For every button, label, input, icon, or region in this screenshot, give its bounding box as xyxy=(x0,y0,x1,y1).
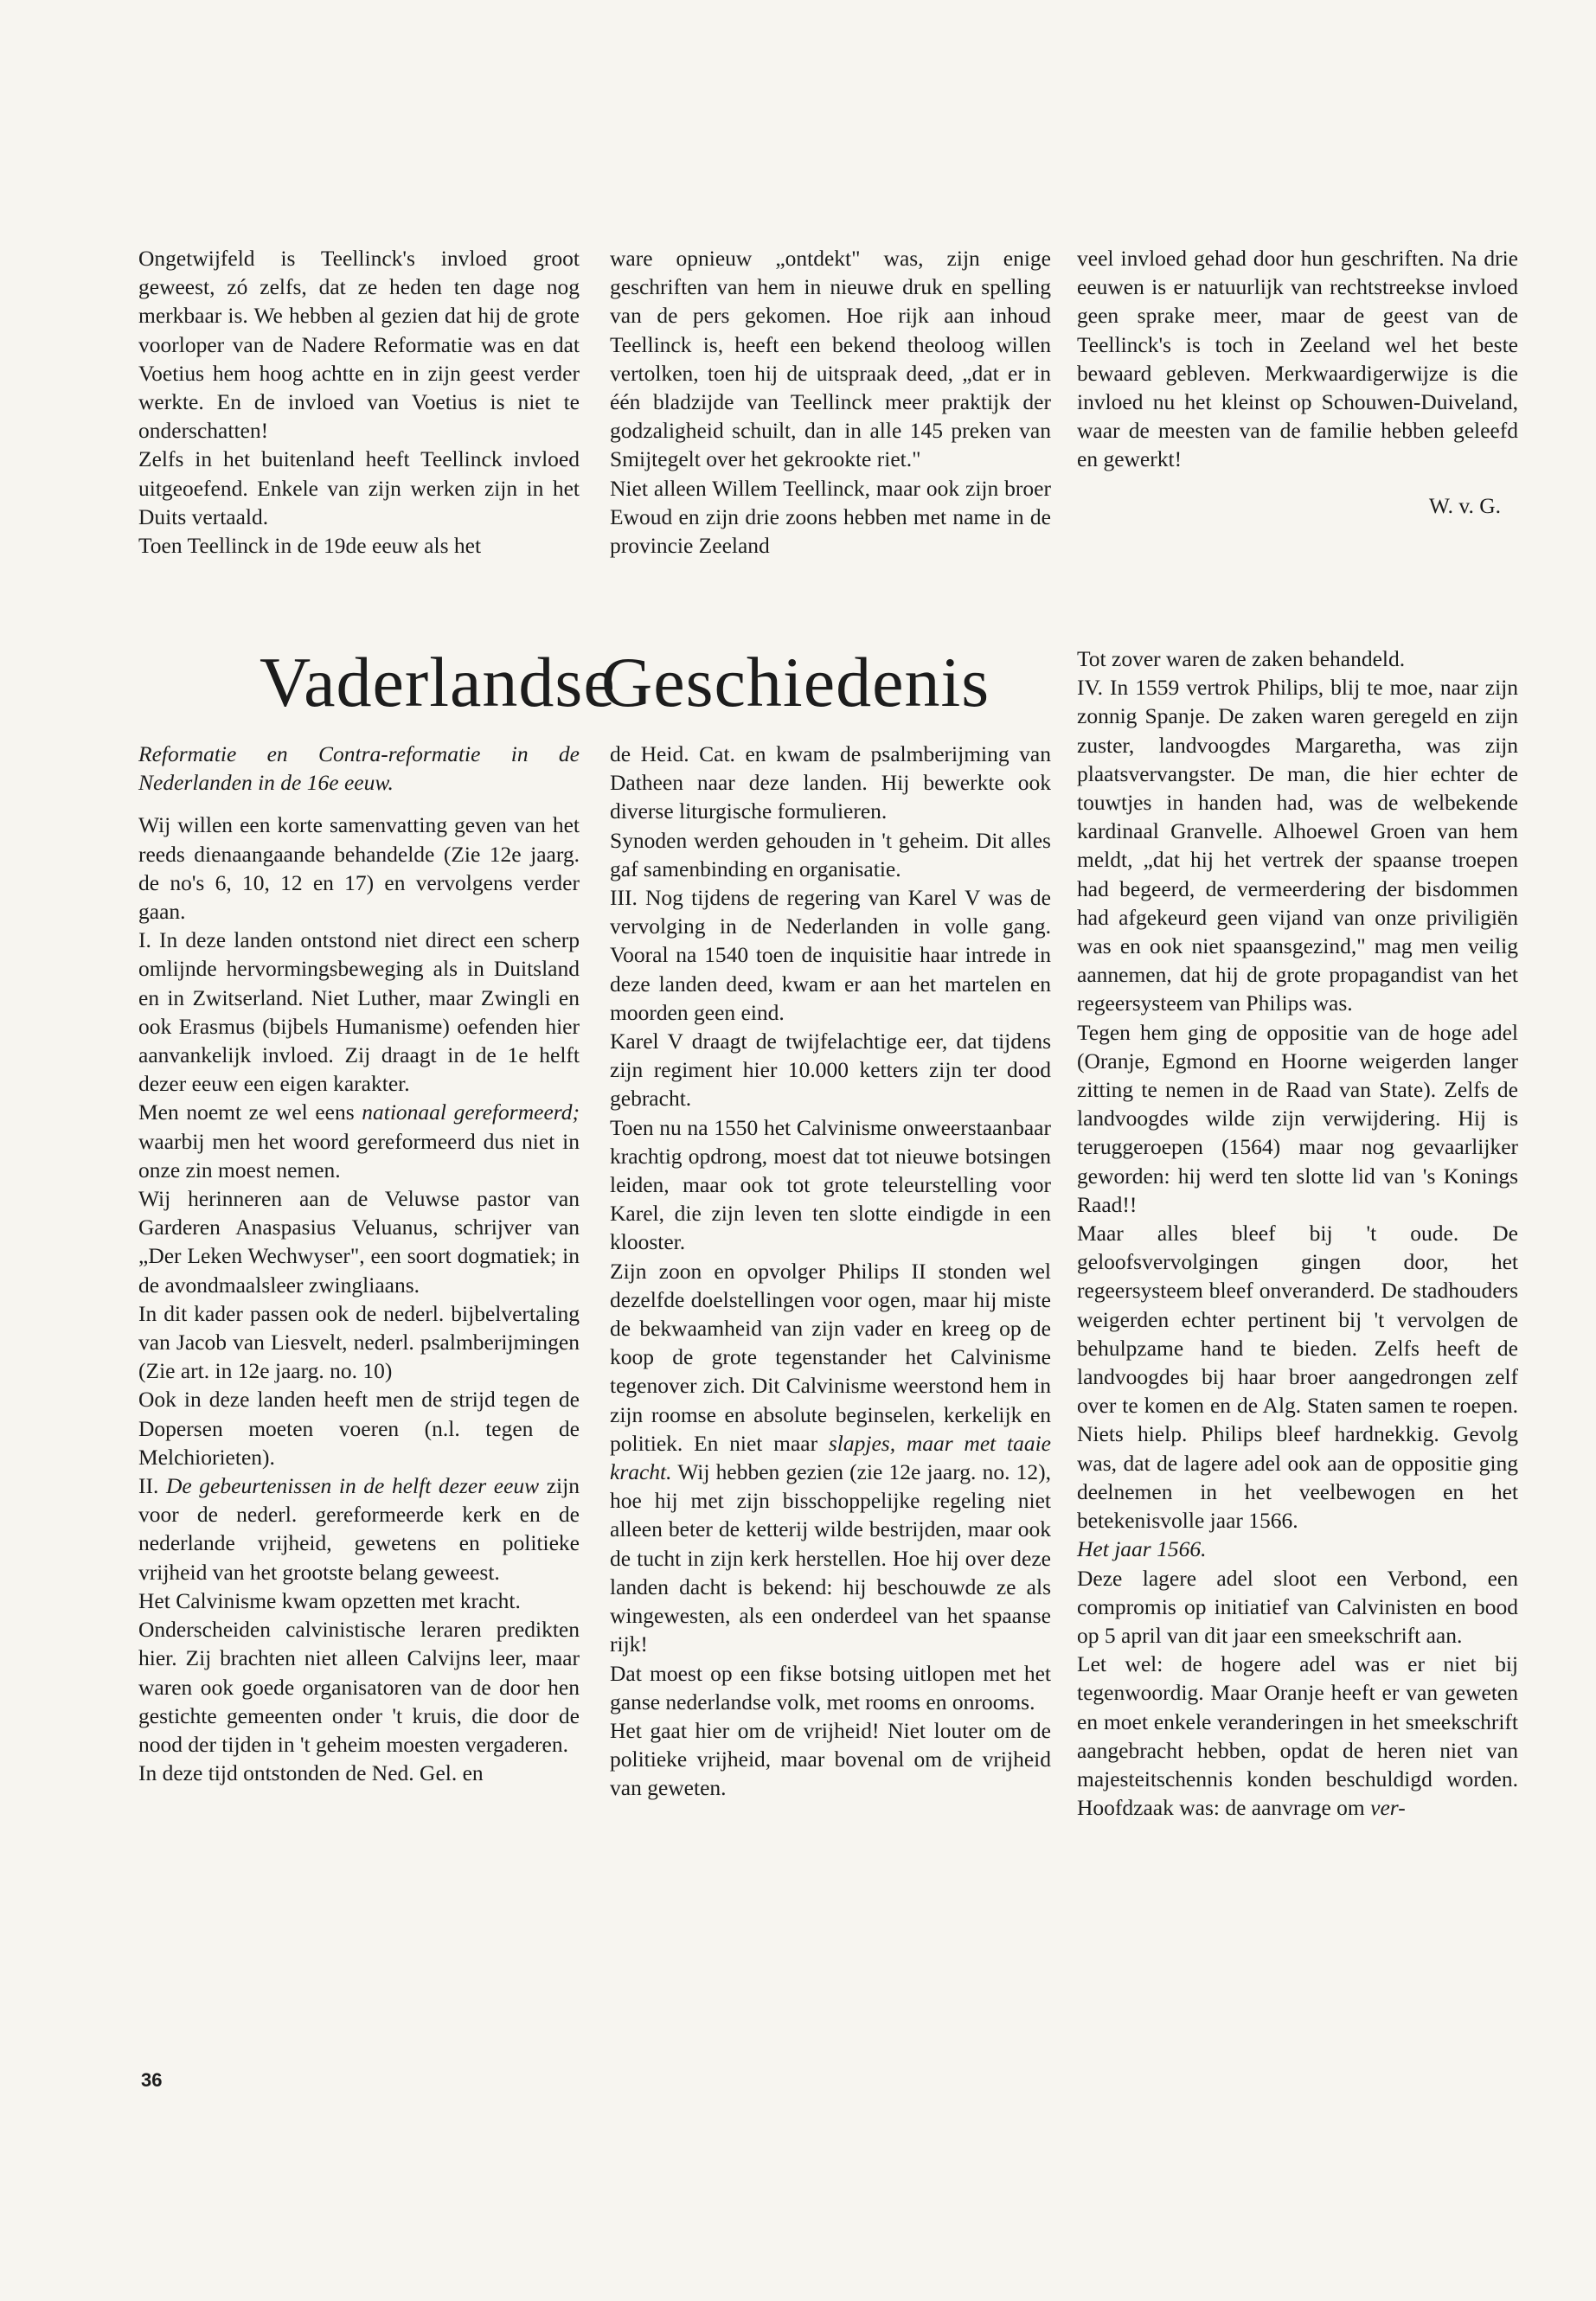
paragraph xyxy=(138,1098,580,1184)
paragraph: Het gaat hier om de vrijheid! Niet louter om de politieke vrijheid, maar bovenal om de vrijheid van geweten. xyxy=(610,1717,1051,1801)
paragraph: Ongetwijfeld is Teellinck's invloed groot geweest, zó zelfs, dat ze heden ten dage nog merkbaar is. We hebben al gezien dat hij de grote voorloper van de Nadere Reformatie was en dat Voetius hem hoog achtte en in zijn geest verder werkte. En de invloed van Voetius is niet te onderschatten! xyxy=(138,246,580,444)
paragraph: Synoden werden gehouden in 't geheim. Dit alles gaf samenbinding en organisatie. xyxy=(610,827,1051,881)
body-column-2 xyxy=(610,740,1051,1803)
emphasis: slapjes, maar met taaie kracht. xyxy=(610,1430,1051,1485)
text-run: waarbij men het woord gereformeerd dus niet in onze zin moest nemen. xyxy=(138,1128,580,1183)
paragraph: Wij herinneren aan de Veluwse pastor van Garderen Anaspasius Veluanus, schrijver van „Der Leken Wechwyser", een soort dogmatiek; in de avondmaalsleer zwingliaans. xyxy=(138,1186,580,1298)
paragraph xyxy=(610,1257,1051,1659)
paragraph: Dat moest op een fikse botsing uitlopen met het ganse nederlandse volk, met rooms en onrooms. xyxy=(610,1660,1051,1715)
paragraph xyxy=(138,1471,580,1586)
paragraph: III. Nog tijdens de regering van Karel V was de vervolging in de Nederlanden in volle gang. Vooral na 1540 toen de inquisitie haar intrede in deze landen deed, kwam er aan het martelen en moorden geen eind. xyxy=(610,885,1051,1025)
article-subtitle: Reformatie en Contra-reformatie in de Nederlanden in de 16e eeuw. xyxy=(138,741,580,796)
paragraph: I. In deze landen ontstond niet direct een scherp omlijnde hervormingsbeweging als in Duitsland en in Zwitserland. Niet Luther, maar Zwingli en ook Erasmus (bijbels Humanisme) oefenden hier aanvankelijk invloed. Zij draagt in de 1e helft dezer eeuw een eigen karakter. xyxy=(138,927,580,1097)
top-column-3 xyxy=(1077,244,1518,520)
paragraph: IV. In 1559 vertrok Philips, blij te moe, naar zijn zonnig Spanje. De zaken waren geregeld en zijn zuster, landvoogdes Margaretha, was zijn plaatsvervangster. De man, die hier echter de touwtjes in handen had, was de welbekende kardinaal Granvelle. Alhoewel Groen van hem meldt, „dat hij het vertrek der spaanse troepen had begeerd, de vermeerdering der bisdommen had afgekeurd geen vijand van onze priviligiën was en ook niet spaansgezind," mag men veilig aannemen, dat hij de grote propagandist van het regeersysteem van Philips was. xyxy=(1077,675,1518,1016)
paragraph: Het Calvinisme kwam opzetten met kracht. xyxy=(138,1587,521,1613)
text-run: II. xyxy=(138,1473,166,1499)
paragraph: Deze lagere adel sloot een Verbond, een compromis op initiatief van Calvinisten en bood op 5 april van dit jaar een smeekschrift aan. xyxy=(1077,1565,1518,1648)
emphasis: nationaal gereformeerd; xyxy=(362,1099,580,1125)
paragraph: Karel V draagt de twijfelachtige eer, dat tijdens zijn regiment hier 10.000 ketters zijn ter dood gebracht. xyxy=(610,1029,1051,1112)
paragraph: de Heid. Cat. en kwam de psalmberijming van Datheen naar deze landen. Hij bewerkte ook diverse liturgische formulieren. xyxy=(610,741,1051,824)
paragraph: In deze tijd ontstonden de Ned. Gel. en xyxy=(138,1760,484,1786)
paragraph: veel invloed gehad door hun geschriften. Na drie eeuwen is er natuurlijk van rechtstreekse invloed geen sprake meer, maar de geest van de Teellinck's is toch in Zeeland wel het beste bewaard gebleven. Merkwaardigerwijze is die invloed nu het kleinst op Schouwen-Duiveland, waar de meesten van de familie hebben geleefd en gewerkt! xyxy=(1077,246,1518,472)
paragraph: Maar alles bleef bij 't oude. De geloofsvervolgingen gingen door, het regeersysteem bleef onveranderd. De stadhouders weigerden echter pertinent bij 't vervolgen de behulpzame hand te bieden. Zelfs heeft de landvoogdes bij haar broer aangedrongen zelf over te komen en de Alg. Staten samen te roepen. Niets hielp. Philips bleef hardnekkig. Gevolg was, dat de lagere adel ook aan de oppositie ging deelnemen in het veelbewogen en het betekenisvolle jaar 1566. xyxy=(1077,1221,1518,1534)
section-subheading: Het jaar 1566. xyxy=(1077,1536,1207,1562)
paragraph: Toen Teellinck in de 19de eeuw als het xyxy=(138,533,482,559)
body-column-3 xyxy=(1077,644,1518,1822)
emphasis: ver- xyxy=(1370,1795,1406,1821)
text-run: Zijn zoon en opvolger Philips II stonden wel dezelfde doelstellingen voor ogen, maar hij miste de bekwaamheid van zijn vader en kreeg op de koop de grote tegenstander het Calvinisme tegenover zich. Dit Calvinisme weerstond hem in zijn roomse en absolute beginselen, kerkelijk en politiek. En niet maar xyxy=(610,1258,1051,1456)
paragraph: In dit kader passen ook de nederl. bijbelvertaling van Jacob van Liesvelt, nederl. psalmberijmingen (Zie art. in 12e jaarg. no. 10) xyxy=(138,1300,580,1384)
paragraph: Onderscheiden calvinistische leraren predikten hier. Zij brachten niet alleen Calvijns leer, maar waren ook goede organisatoren van de door hen gestichte gemeenten onder 't kruis, die door de nood der tijden in 't geheim moesten vergaderen. xyxy=(138,1617,580,1757)
emphasis: De gebeurtenissen in de helft dezer eeuw xyxy=(165,1473,540,1499)
paragraph: Zelfs in het buitenland heeft Teellinck invloed uitgeoefend. Enkele van zijn werken zijn in het Duits vertaald. xyxy=(138,446,580,529)
text-run: zijn voor de nederl. gereformeerde kerk en de nederlande vrijheid, gewetens en politieke vrijheid van het grootste belang geweest. xyxy=(138,1473,580,1585)
heading-word-2: Geschiedenis xyxy=(601,643,990,721)
text-run: Let wel: de hogere adel was er niet bij tegenwoordig. Maar Oranje heeft er van geweten en moet enkele veranderingen in het smeekschrift aangebracht hebben, opdat de heren niet van majesteitschennis konden beschuldigd worden. Hoofdzaak was: de aanvrage om xyxy=(1077,1651,1518,1821)
top-column-1 xyxy=(138,244,580,560)
top-column-2 xyxy=(610,244,1051,560)
paragraph: Ook in deze landen heeft men de strijd tegen de Dopersen moeten voeren (n.l. tegen de Melchiorieten). xyxy=(138,1387,580,1470)
paragraph: ware opnieuw „ontdekt" was, zijn enige geschriften van hem in nieuwe druk en spelling van de pers gekomen. Hoe rijk aan inhoud Teellinck is, heeft een bekend theoloog willen vertolken, toen hij de uitspraak deed, „dat er in één bladzijde van Teellinck meer praktijk der godzaligheid schuilt, dan in alle 145 preken van Smijtegelt over het gekrookte riet." xyxy=(610,246,1051,472)
paragraph: Niet alleen Willem Teellinck, maar ook zijn broer Ewoud en zijn drie zoons hebben met name in de provincie Zeeland xyxy=(610,475,1051,559)
text-run: Men noemt ze wel eens xyxy=(138,1099,362,1125)
paragraph: Wij willen een korte samenvatting geven van het reeds dienaangaande behandelde (Zie 12e jaarg. de no's 6, 10, 12 en 17) en vervolgens verder gaan. xyxy=(138,812,580,925)
paragraph: Toen nu na 1550 het Calvinisme onweerstaanbaar krachtig opdrong, moest dat tot nieuwe botsingen leiden, maar ook tot grote teleurstelling voor Karel, die zijn leven ten slotte eindigde in een klooster. xyxy=(610,1114,1051,1255)
author-signature: W. v. G. xyxy=(1428,492,1501,518)
paragraph: Tot zover waren de zaken behandeld. xyxy=(1077,646,1406,671)
body-column-1 xyxy=(138,740,580,1787)
page-number: 36 xyxy=(141,2069,163,2091)
paragraph xyxy=(1077,1650,1518,1822)
text-run: Wij hebben gezien (zie 12e jaarg. no. 12), hoe hij met zijn bisschoppelijke regeling niet alleen beter de ketterij wilde bestrijden, maar ook de tucht in zijn kerk herstellen. Hoe hij over deze landen dacht is bekend: hij beschouwde ze als wingewesten, als een onderdeel van het spaanse rijk! xyxy=(610,1459,1051,1657)
paragraph: Tegen hem ging de oppositie van de hoge adel (Oranje, Egmond en Hoorne weigerden langer zitting te nemen in de Raad van State). Zelfs de landvoogdes wilde zijn verwijdering. Hij is teruggeroepen (1564) maar nog gevaarlijker geworden: hij werd ten slotte lid van 's Konings Raad!! xyxy=(1077,1019,1518,1217)
heading-word-1: Vaderlandse xyxy=(260,643,616,721)
